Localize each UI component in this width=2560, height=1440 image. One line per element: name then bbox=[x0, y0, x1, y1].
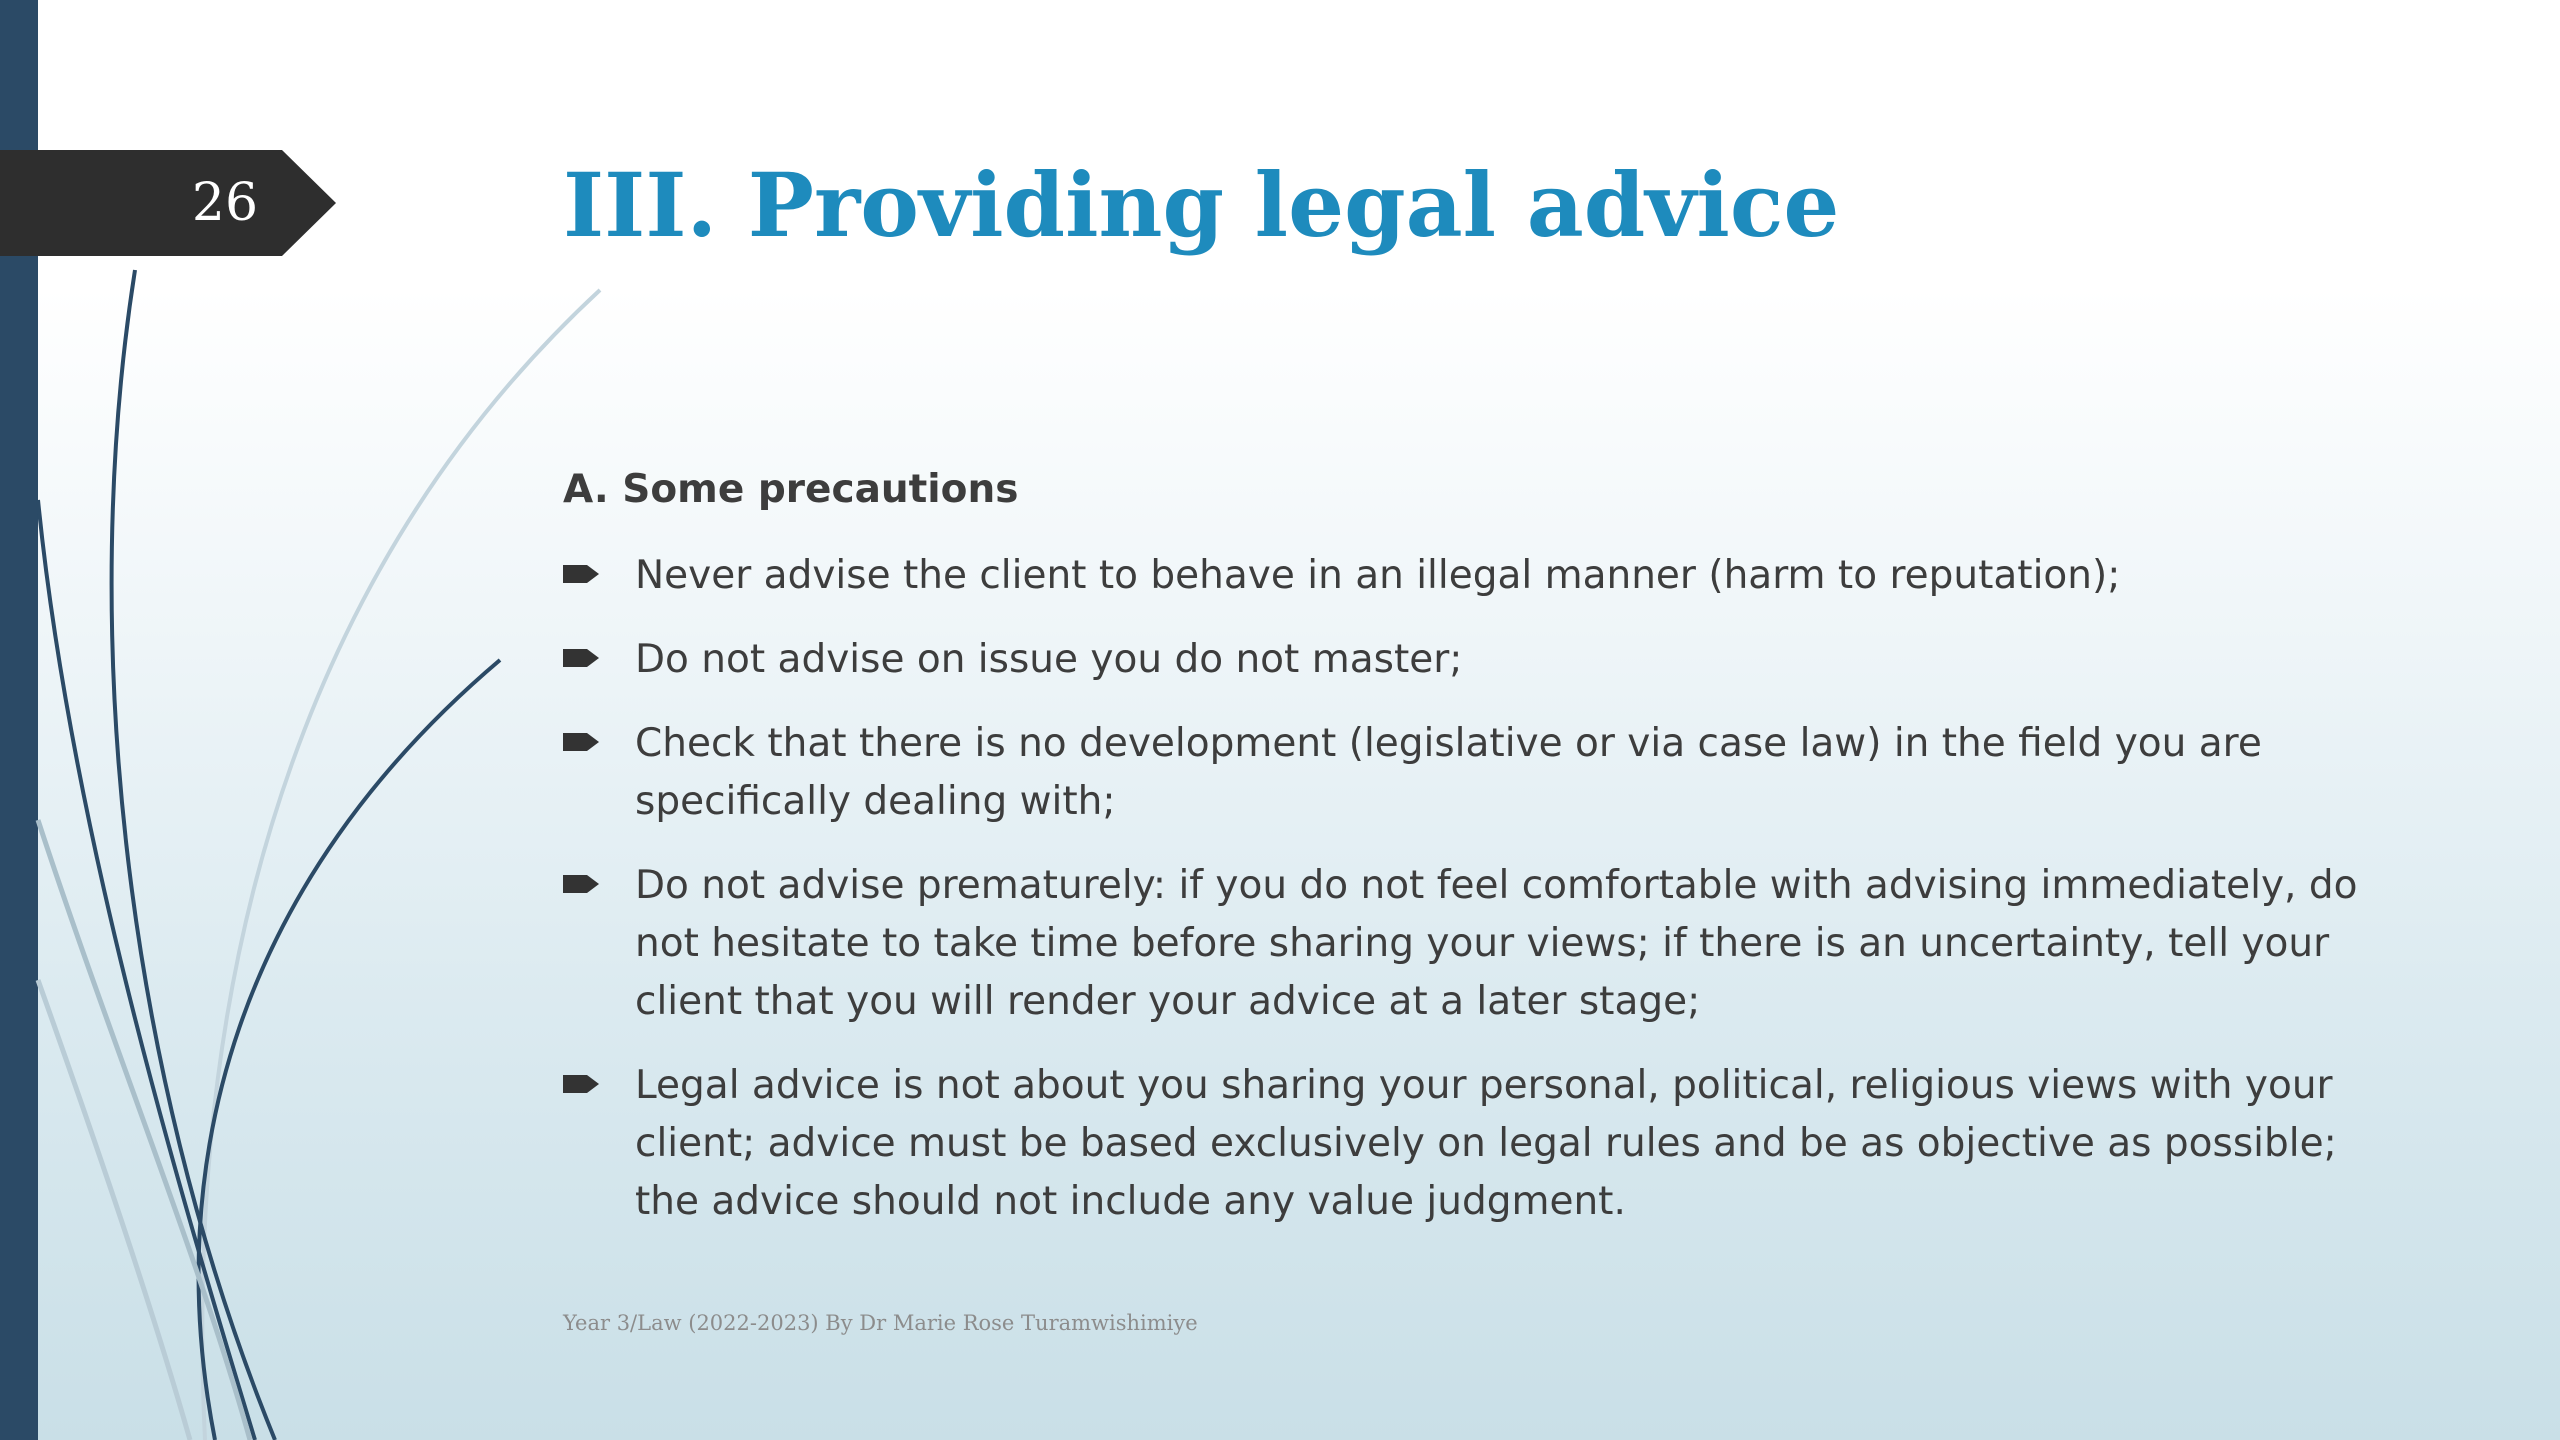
list-item bbox=[563, 857, 2413, 1031]
bullet-list bbox=[563, 547, 2413, 1231]
arrow-right-icon bbox=[563, 727, 601, 757]
bullet-text: Do not advise prematurely: if you do not feel comfortable with advising immediately, do not hesitate to take time before sharing your views; if there is an uncertainty, tell your client that you will render your advice at a later stage; bbox=[635, 863, 2358, 1024]
slide-title: III. Providing legal advice bbox=[563, 153, 1840, 257]
section-subheading: A. Some precautions bbox=[563, 467, 1019, 512]
list-item bbox=[563, 547, 2413, 605]
arrow-right-icon bbox=[563, 1069, 601, 1099]
arrow-right-icon bbox=[563, 643, 601, 673]
bullet-text: Check that there is no development (legislative or via case law) in the field you are specifically dealing with; bbox=[635, 721, 2262, 824]
list-item bbox=[563, 1057, 2413, 1231]
list-item bbox=[563, 631, 2413, 689]
list-item bbox=[563, 715, 2413, 831]
slide-body bbox=[563, 455, 2413, 1257]
arrow-right-icon bbox=[563, 559, 601, 589]
bullet-text: Never advise the client to behave in an illegal manner (harm to reputation); bbox=[635, 553, 2121, 598]
bullet-text: Do not advise on issue you do not master; bbox=[635, 637, 1463, 682]
slide-footer: Year 3/Law (2022-2023) By Dr Marie Rose Turamwishimiye bbox=[563, 1311, 1198, 1335]
bullet-text: Legal advice is not about you sharing your personal, political, religious views with your client; advice must be based exclusively on legal rules and be as objective as possible; the advice should not include any value judgment. bbox=[635, 1063, 2337, 1224]
arrow-right-icon bbox=[563, 869, 601, 899]
page-number: 26 bbox=[191, 173, 259, 233]
